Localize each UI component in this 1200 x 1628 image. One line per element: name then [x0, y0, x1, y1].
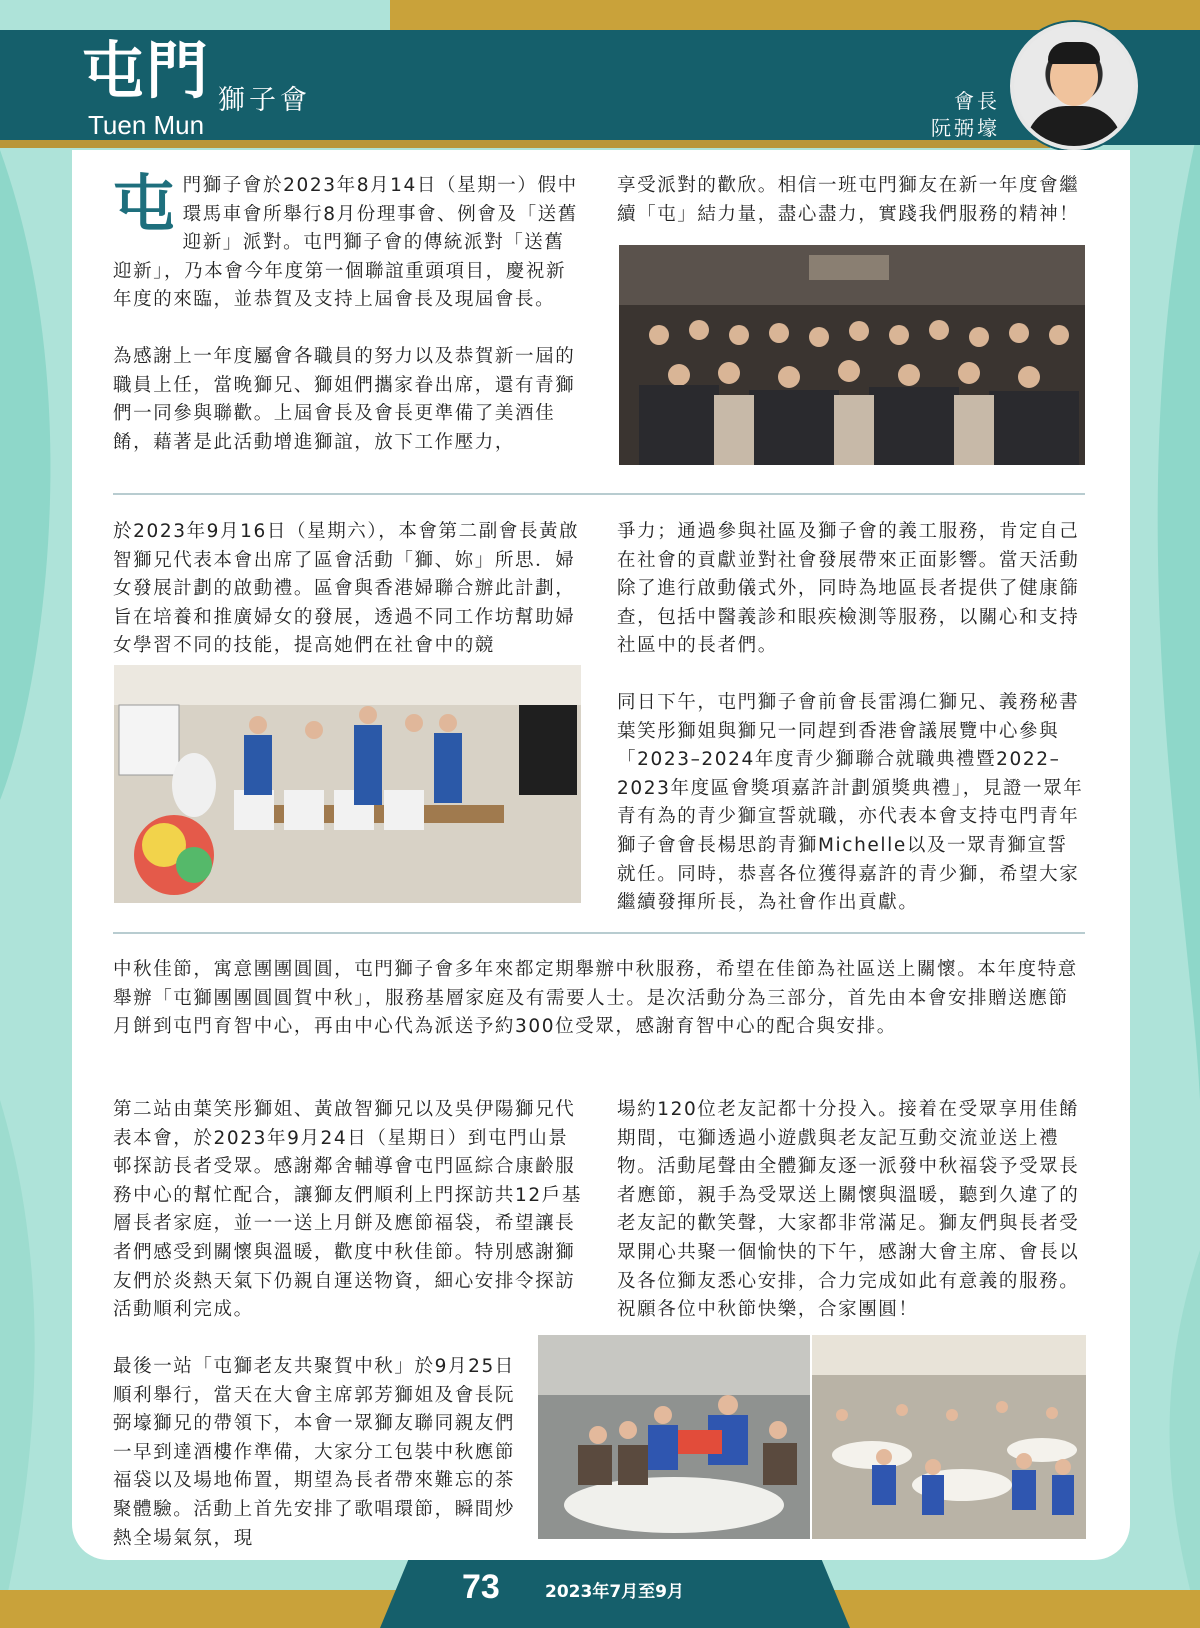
section2-right: [617, 518, 1087, 918]
section1-right: 享受派對的歡欣。相信一班屯門獅友在新一年度會繼續「屯」結力量，盡心盡力，實踐我們服務的精神！: [617, 175, 1080, 225]
club-logo-suffix: 獅子會: [218, 85, 311, 116]
president-name: 阮弼壕: [931, 116, 1000, 140]
section1-paragraph1: 門獅子會於2023年8月14日（星期一）假中環馬車會所舉行8月份理事會、例會及「送舊迎新」派對。屯門獅子會的傳統派對「送舊迎新」，乃本會今年度第一個聯誼重頭項目，慶祝新年度的來臨，並恭賀及支持上屆會長及現屆會長。: [113, 175, 578, 311]
president-caption: [931, 88, 1000, 142]
issue-date-range: 2023年7月至9月: [545, 1582, 684, 1602]
womens-program-launch-photo: [114, 665, 581, 903]
dropcap: 屯: [113, 167, 177, 240]
section4-left: 第二站由葉笑彤獅姐、黃啟智獅兄以及吳伊陽獅兄代表本會，於2023年9月24日（星期日）到屯門山景邨探訪長者受眾。感謝鄰舍輔導會屯門區綜合康齡服務中心的幫忙配合，讓獅友們順利上門探訪共12戶基層長者家庭，並一一送上月餅及應節福袋，希望讓長者們感受到關懷與溫暖，歡度中秋佳節。特別感謝獅友們於炎熱天氣下仍親自運送物資，細心安排令探訪活動順利完成。: [113, 1099, 582, 1321]
section2-left: 於2023年9月16日（星期六），本會第二副會長黃啟智獅兄代表本會出席了區會活動「獅、妳」所思．婦女發展計劃的啟動禮。區會與香港婦聯合辦此計劃，旨在培養和推廣婦女的發展，透過不同工作坊幫助婦女學習不同的技能，提高她們在社會中的競: [113, 521, 580, 657]
section2-right-paragraph2: 同日下午，屯門獅子會前會長雷鴻仁獅兄、義務秘書葉笑彤獅姐與獅兄一同趕到香港會議展覽中心參與「2023–2024年度青少獅聯合就職典禮暨2022–2023年度區會獎項嘉許計劃頒獎典禮」，見證一眾年青有為的青少獅宣誓就職，亦代表本會支持屯門青年獅子會會長楊思韵青獅Michelle以及一眾青獅宣誓就任。同時，恭喜各位獲得嘉許的青少獅，希望大家繼續發揮所長，為社會作出貢獻。: [617, 691, 1084, 914]
section3-text: 中秋佳節，寓意團團圓圓，屯門獅子會多年來都定期舉辦中秋服務，希望在佳節為社區送上關懷。本年度特意舉辦「屯獅團團圓圓賀中秋」，服務基層家庭及有需要人士。是次活動分為三部分，首先由本會安排贈送應節月餅到屯門育智中心，再由中心代為派送予約300位受眾，感謝育智中心的配合與安排。: [113, 959, 1078, 1038]
party-group-photo: [619, 245, 1085, 465]
section5-left: 最後一站「屯獅老友共聚賀中秋」於9月25日順利舉行，當天在大會主席郭芳獅姐及會長阮弼壕獅兄的帶領下，本會一眾獅友聯同親友們一早到達酒樓作準備，大家分工包裝中秋應節福袋以及場地佈置，期望為長者帶來難忘的茶聚體驗。活動上首先安排了歌唱環節，瞬間炒熱全場氣氛，現: [113, 1356, 516, 1549]
mid-autumn-gift-photo: [538, 1335, 810, 1539]
section1-paragraph2: 為感謝上一年度屬會各職員的努力以及恭賀新一屆的職員上任，當晚獅兄、獅姐們攜家眷出席，還有青獅們一同參與聯歡。上屆會長及會長更準備了美酒佳餚，藉著是此活動增進獅誼，放下工作壓力，: [113, 345, 576, 453]
president-avatar: [1010, 22, 1138, 150]
section4-right: 場約120位老友記都十分投入。接着在受眾享用佳餚期間，屯獅透過小遊戲與老友記互動交流並送上禮物。活動尾聲由全體獅友逐一派發中秋福袋予受眾長者應節，親手為受眾送上關懷與溫暖，聽到久違了的老友記的歡笑聲，大家都非常滿足。獅友們與長者受眾開心共聚一個愉快的下午，感謝大會主席、會長以及各位獅友悉心安排，合力完成如此有意義的服務。祝願各位中秋節快樂，合家團圓！: [617, 1099, 1080, 1321]
page-number: 73: [462, 1568, 500, 1606]
club-logo-english: Tuen Mun: [88, 110, 205, 140]
section-divider-2: [113, 932, 1085, 934]
mid-autumn-banquet-photo: [812, 1335, 1086, 1539]
section1-left: [113, 167, 583, 457]
section-divider-1: [113, 493, 1085, 495]
section2-right-paragraph1: 爭力；通過參與社區及獅子會的義工服務，肯定自己在社會的貢獻並對社會發展帶來正面影響。當天活動除了進行啟動儀式外，同時為地區長者提供了健康篩查，包括中醫義診和眼疾檢測等服務，以關心和支持社區中的長者們。: [617, 521, 1080, 657]
header-gold-line: [0, 140, 1050, 148]
club-logo-chinese: 屯門: [82, 34, 211, 107]
president-title: 會長: [954, 89, 1000, 113]
